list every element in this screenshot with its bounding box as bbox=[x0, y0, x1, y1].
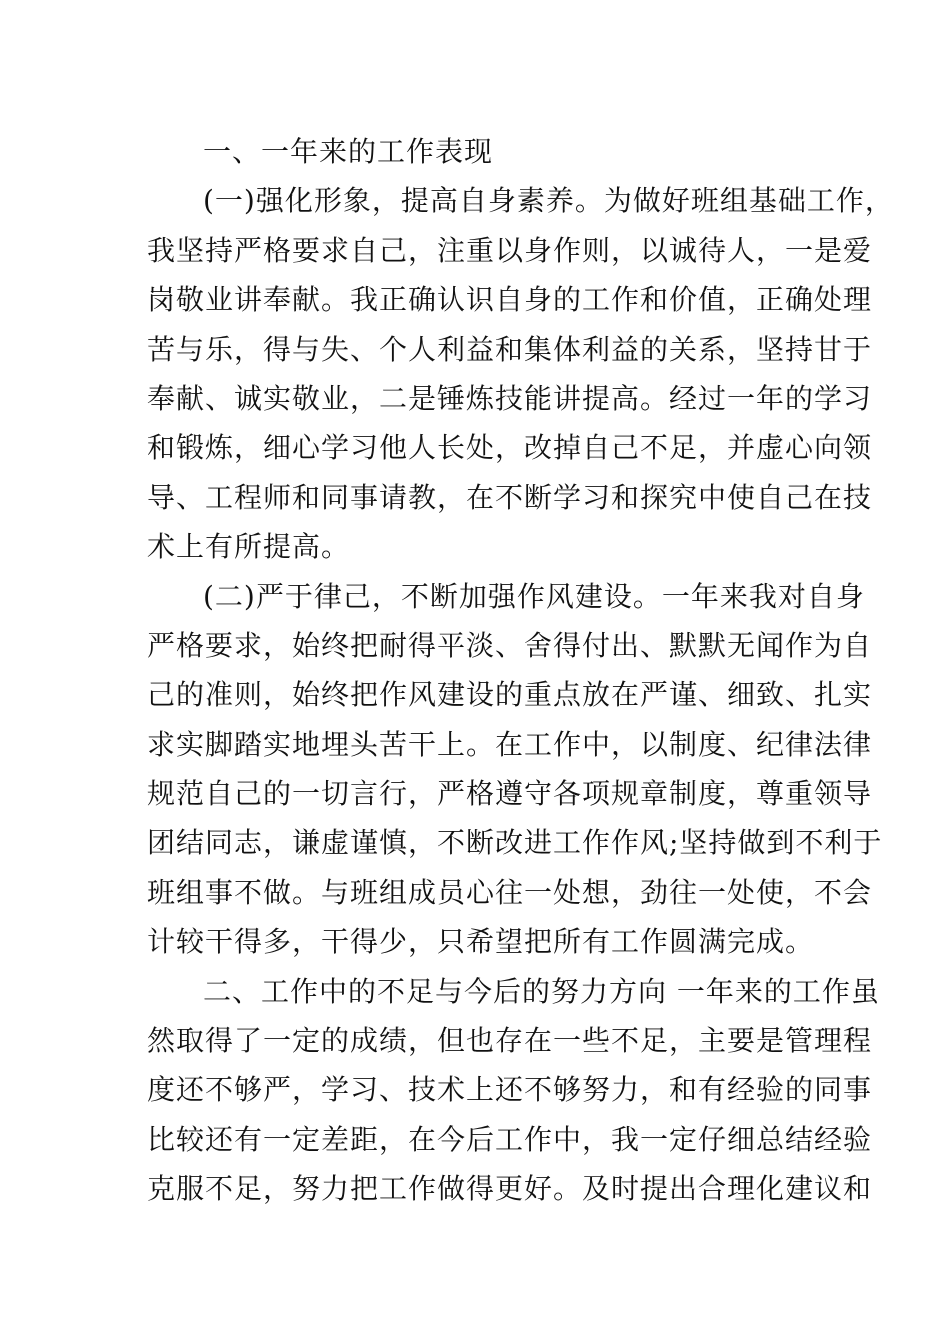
paragraph-line: 克服不足，努力把工作做得更好。及时提出合理化建议和 bbox=[147, 1172, 873, 1206]
paragraph-line: 岗敬业讲奉献。我正确认识自身的工作和价值，正确处理 bbox=[147, 283, 873, 317]
section-heading-shortcomings: 二、工作中的不足与今后的努力方向 一年来的工作虽 bbox=[203, 974, 880, 1008]
paragraph-line: 严格要求，始终把耐得平淡、舍得付出、默默无闻作为自 bbox=[147, 628, 873, 662]
paragraph-line: 度还不够严，学习、技术上还不够努力，和有经验的同事 bbox=[147, 1073, 873, 1107]
paragraph-line: 我坚持严格要求自己，注重以身作则，以诚待人，一是爱 bbox=[147, 233, 873, 267]
paragraph-line: (二)严于律己，不断加强作风建设。一年来我对自身 bbox=[203, 579, 865, 613]
paragraph-line: 奉献、诚实敬业，二是锤炼技能讲提高。经过一年的学习 bbox=[147, 381, 873, 415]
paragraph-line: 然取得了一定的成绩，但也存在一些不足，主要是管理程 bbox=[147, 1024, 873, 1058]
paragraph-line: 导、工程师和同事请教，在不断学习和探究中使自己在技 bbox=[147, 480, 873, 514]
paragraph-line: 苦与乐，得与失、个人利益和集体利益的关系，坚持甘于 bbox=[147, 332, 873, 366]
paragraph-line: 计较干得多，干得少，只希望把所有工作圆满完成。 bbox=[147, 925, 815, 959]
paragraph-line: 团结同志，谦虚谨慎，不断改进工作作风;坚持做到不利于 bbox=[147, 826, 883, 860]
paragraph-line: (一)强化形象，提高自身素养。为做好班组基础工作， bbox=[203, 184, 894, 218]
paragraph-line: 和锻炼，细心学习他人长处，改掉自己不足，并虚心向领 bbox=[147, 431, 873, 465]
document-body bbox=[147, 127, 894, 1214]
paragraph-line: 规范自己的一切言行，严格遵守各项规章制度，尊重领导 bbox=[147, 777, 873, 811]
paragraph-line: 术上有所提高。 bbox=[147, 530, 351, 564]
paragraph-line: 比较还有一定差距，在今后工作中，我一定仔细总结经验 bbox=[147, 1122, 873, 1156]
paragraph-line: 己的准则，始终把作风建设的重点放在严谨、细致、扎实 bbox=[147, 678, 873, 712]
section-heading-work-performance: 一、一年来的工作表现 bbox=[203, 135, 494, 168]
paragraph-line: 班组事不做。与班组成员心往一处想，劲往一处使，不会 bbox=[147, 875, 873, 909]
paragraph-line: 求实脚踏实地埋头苦干上。在工作中，以制度、纪律法律 bbox=[147, 727, 873, 761]
